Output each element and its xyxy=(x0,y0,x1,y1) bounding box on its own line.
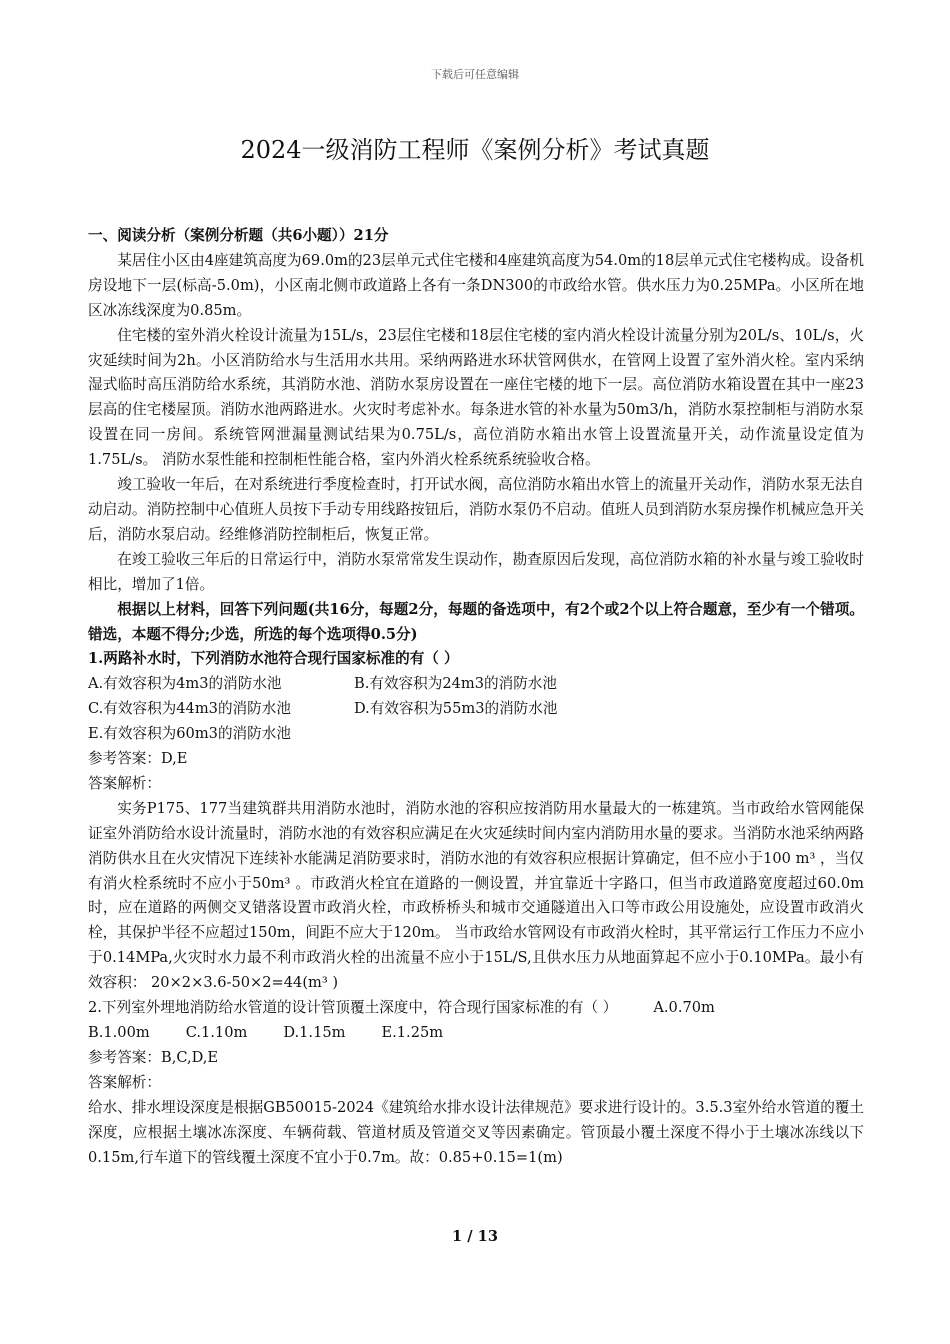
section-heading: 一、阅读分析（案例分析题（共6小题））21分 xyxy=(88,227,389,244)
q1-option-d: D.有效容积为55m3的消防水池 xyxy=(354,700,558,718)
q1-analysis: 实务P175、177当建筑群共用消防水池时，消防水池的容积应按消防用水量最大的一栋建筑。当市政给水管网能保证室外消防给水设计流量时，消防水池的有效容积应满足在火灾延续时间内室内消防用水量的要求。当消防水池采纳两路消防供水且在火灾情况下连续补水能满足消防要求时，消防水池的有效容积应根据计算确定，但不应小于100 m³ ，当仅有消火栓系统时不应小于50m³ 。市政消火栓宜在道路的一侧设置，并宜靠近十字路口，但当市政道路宽度超过60.0m时，应在道路的两侧交叉错落设置市政消火栓，市政桥桥头和城市交通隧道出入口等市政公用设施处，应设置市政消火栓，其保护半径不应超过150m，间距不应大于120m。 当市政给水管网设有市政消火栓时，其平常运行工作压力不应小于0.14MPa,火灾时水力最不利市政消火栓的出流量不应小于15L/S,且供水压力从地面算起不应小于0.10MPa。最小有效容积： 20×2×3.6-50×2=44(m³ ) xyxy=(88,799,864,992)
q1-analysis-label: 答案解析： xyxy=(88,774,161,792)
q2-option-a: A.0.70m xyxy=(653,999,715,1017)
q2-option-e: E.1.25m xyxy=(381,1024,444,1041)
page-title: 2024一级消防工程师《案例分析》考试真题 xyxy=(240,136,710,164)
q1-option-a: A.有效容积为4m3的消防水池 xyxy=(88,675,282,693)
q2-option-c: C.1.10m xyxy=(185,1024,248,1041)
q2-option-b: B.1.00m xyxy=(88,1024,150,1041)
question-2-block xyxy=(88,996,864,1021)
page-number: 1 / 13 xyxy=(452,1228,498,1245)
paragraph: 住宅楼的室外消火栓设计流量为15L/s，23层住宅楼和18层住宅楼的室内消火栓设计流量分别为20L/s、10L/s，火灾延续时间为2h。小区消防给水与生活用水共用。采纳两路进水环状管网供水，在管网上设置了室外消火栓。室内采纳湿式临时高压消防给水系统，其消防水池、消防水泵房设置在一座住宅楼的地下一层。高位消防水箱设置在其中一座23层高的住宅楼屋顶。消防水池两路进水。火灾时考虑补水。每条进水管的补水量为50m3/h，消防水泵控制柜与消防水泵设置在同一房间。系统管网泄漏量测试结果为0.75L/s，高位消防水箱出水管上设置流量开关，动作流量设定值为1.75L/s。 消防水泵性能和控制柜性能合格，室内外消火栓系统系统验收合格。 xyxy=(88,326,864,469)
question-1-options-row xyxy=(88,697,864,722)
paragraph: 竣工验收一年后，在对系统进行季度检查时，打开试水阀，高位消防水箱出水管上的流量开关动作，消防水泵无法自动启动。消防控制中心值班人员按下手动专用线路按钮后，消防水泵仍不启动。值班人员到消防水泵房操作机械应急开关后，消防水泵启动。经维修消防控制柜后，恢复正常。 xyxy=(88,476,864,543)
q2-option-d: D.1.15m xyxy=(283,1024,346,1041)
question-1-options-row xyxy=(88,672,864,697)
q2-analysis-label: 答案解析： xyxy=(88,1073,161,1091)
q1-answer: 参考答案：D,E xyxy=(88,750,188,768)
document-body xyxy=(88,224,864,1170)
header-note: 下载后可任意编辑 xyxy=(431,68,519,81)
q2-analysis: 给水、排水埋设深度是根据GB50015-2024《建筑给水排水设计法律规范》要求进行设计的。3.5.3室外给水管道的覆土深度，应根据土壤冰冻深度、车辆荷载、管道材质及管道交叉等因素确定。管顶最小覆土深度不得小于土壤冰冻线以下0.15m,行车道下的管线覆土深度不宜小于0.7m。故：0.85+0.15=1(m) xyxy=(88,1098,864,1166)
question-2-stem: 2.下列室外埋地消防给水管道的设计管顶覆土深度中，符合现行国家标准的有（ ） xyxy=(88,999,618,1017)
question-2-options-row xyxy=(88,1021,864,1046)
paragraph: 某居住小区由4座建筑高度为69.0m的23层单元式住宅楼和4座建筑高度为54.0m的18层单元式住宅楼构成。设备机房设地下一层(标高-5.0m)，小区南北侧市政道路上各有一条DN300的市政给水管。供水压力为0.25MPa。小区所在地区冰冻线深度为0.85m。 xyxy=(88,251,864,319)
q2-answer: 参考答案：B,C,D,E xyxy=(88,1048,219,1066)
q1-option-c: C.有效容积为44m3的消防水池 xyxy=(88,700,291,718)
question-1-stem: 1.两路补水时，下列消防水池符合现行国家标准的有（ ） xyxy=(88,650,459,668)
q1-option-e: E.有效容积为60m3的消防水池 xyxy=(88,725,291,743)
q1-option-b: B.有效容积为24m3的消防水池 xyxy=(354,675,557,693)
paragraph: 在竣工验收三年后的日常运行中，消防水泵常常发生误动作，勘查原因后发现，高位消防水箱的补水量与竣工验收时相比，增加了1倍。 xyxy=(88,550,864,593)
question-instructions: 根据以上材料，回答下列问题(共16分，每题2分，每题的备选项中，有2个或2个以上符合题意，至少有一个错项。错选，本题不得分;少选，所选的每个选项得0.5分) xyxy=(88,600,864,643)
